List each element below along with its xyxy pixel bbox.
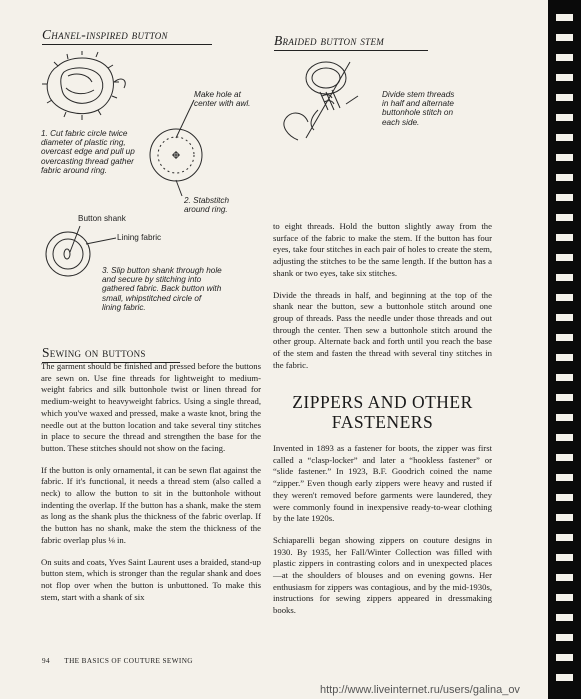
binding-hole — [556, 214, 573, 221]
binding-hole — [556, 474, 573, 481]
sewing-buttons-heading: Sewing on buttons — [42, 345, 180, 363]
zippers-heading: ZIPPERS AND OTHER FASTENERS — [292, 392, 473, 432]
paragraph: Schiaparelli began showing zippers on couture designs in 1930. By 1935, her Fall/Winter Collection was filled with plastic zippers in contrasting colors and in unexpected places—at the shoulders of blouses and on evening gowns. Her enthusiasm for zippers was contagious, and by the mid-1930s, instructions for sewing zippers appeared in dressmaking books. — [273, 534, 492, 616]
binding-hole — [556, 674, 573, 681]
binding-hole — [556, 534, 573, 541]
step-3-caption: 3. Slip button shank through hole and secure by stitching into gathered fabric. Back button with small, whipstitched circle of lining fabric. — [102, 266, 222, 312]
paragraph: The garment should be finished and pressed before the buttons are sewn on. Use fine threads for lightweight to medium-weight fabrics and silk buttonhole twist or linen thread for medium-weight to heavyweight fabrics. Using a single thread, which you've waxed and pressed, make a waste knot, bring the needle out at the button location and take several tiny stitches in place to secure the thread and strengthen the base for the button. These stitches should not show on the facing. — [41, 361, 261, 453]
binding-hole — [556, 54, 573, 61]
binding-hole — [556, 414, 573, 421]
binding-hole — [556, 514, 573, 521]
right-body-text-bottom — [273, 443, 492, 627]
paragraph: On suits and coats, Yves Saint Laurent uses a braided, stand-up button stem, which is stronger than the regular shank and does not flop over when the button is unbuttoned. To make this stem, start with a shank of six — [41, 556, 261, 602]
stabstitch-pointer-line — [174, 178, 188, 198]
binding-hole — [556, 14, 573, 21]
page-footer — [42, 657, 193, 665]
step-1-caption: 1. Cut fabric circle twice diameter of plastic ring, overcast edge and pull up overcasting thread gather fabric around ring. — [41, 129, 135, 175]
binding-hole — [556, 254, 573, 261]
button-shank-illustration — [40, 222, 120, 272]
book-title: THE BASICS OF COUTURE SEWING — [64, 657, 193, 665]
binding-hole — [556, 234, 573, 241]
braided-stem-illustration — [278, 52, 378, 152]
paragraph: Invented in 1893 as a fastener for boots, the zipper was first called a “clasp-locker” and later a “hookless fastener” or “slide fastener.” In 1923, B.F. Goodrich coined the name “zipper.” Even though early zippers were heavy and rusted if they weren't removed before garments were laundered, they were commonly found in inexpensive ready-to-wear clothing by the late 1920s. — [273, 443, 492, 524]
make-hole-caption: Make hole at center with awl. — [194, 90, 251, 109]
button-shank-label: Button shank — [78, 214, 126, 223]
right-body-text-top — [273, 221, 492, 381]
paragraph: If the button is only ornamental, it can be sewn flat against the fabric. If it's functional, it needs a thread stem (also called a neck) to allow the button to sit in the buttonhole without indenting the overlap. If the button has a shank, make the stem as long as the shank plus the thickness of the fabric overlap. If the button has no shank, make the stem the thickness of the fabric overlap plus ⅛ in. — [41, 464, 261, 545]
paragraph: to eight threads. Hold the button slightly away from the surface of the fabric to make the stem. If the button has four eyes, take four stitches in each pair of holes to create the stem, adjusting the stitches to be the same length. If the button has a shank or two eyes, take six stitches. — [273, 221, 492, 278]
binding-hole — [556, 274, 573, 281]
step-2-caption: 2. Stabstitch around ring. — [184, 196, 230, 215]
binding-hole — [556, 194, 573, 201]
binding-hole — [556, 634, 573, 641]
binding-hole — [556, 294, 573, 301]
braided-stem-caption: Divide stem threads in half and alternate buttonhole stitch on each side. — [382, 90, 455, 127]
gathered-ring-illustration — [38, 52, 123, 122]
binding-hole — [556, 614, 573, 621]
binding-hole — [556, 74, 573, 81]
chanel-button-heading: Chanel-inspired button — [42, 27, 212, 45]
source-watermark: http://www.liveinternet.ru/users/galina_ov — [320, 684, 520, 696]
spiral-binding — [548, 0, 581, 699]
binding-hole — [556, 94, 573, 101]
binding-hole — [556, 354, 573, 361]
binding-hole — [556, 114, 573, 121]
binding-hole — [556, 394, 573, 401]
lining-fabric-label: Lining fabric — [117, 233, 162, 242]
page-number: 94 — [42, 657, 50, 665]
binding-hole — [556, 434, 573, 441]
binding-hole — [556, 374, 573, 381]
binding-hole — [556, 494, 573, 501]
binding-hole — [556, 654, 573, 661]
binding-hole — [556, 174, 573, 181]
binding-hole — [556, 34, 573, 41]
binding-hole — [556, 334, 573, 341]
binding-hole — [556, 454, 573, 461]
binding-hole — [556, 594, 573, 601]
binding-hole — [556, 574, 573, 581]
left-body-text — [41, 361, 261, 613]
binding-hole — [556, 154, 573, 161]
binding-hole — [556, 554, 573, 561]
braided-stem-heading: Braided button stem — [274, 33, 428, 51]
binding-hole — [556, 134, 573, 141]
paragraph: Divide the threads in half, and beginning at the top of the shank near the button, sew a buttonhole stitch around one group of threads. Pass the needle under those threads and out through the center. Then sew a buttonhole stitch around the other group. Alternate back and forth until you reach the base of the stem and fasten the thread with several tiny stitches in the fabric. — [273, 289, 492, 370]
binding-hole — [556, 314, 573, 321]
